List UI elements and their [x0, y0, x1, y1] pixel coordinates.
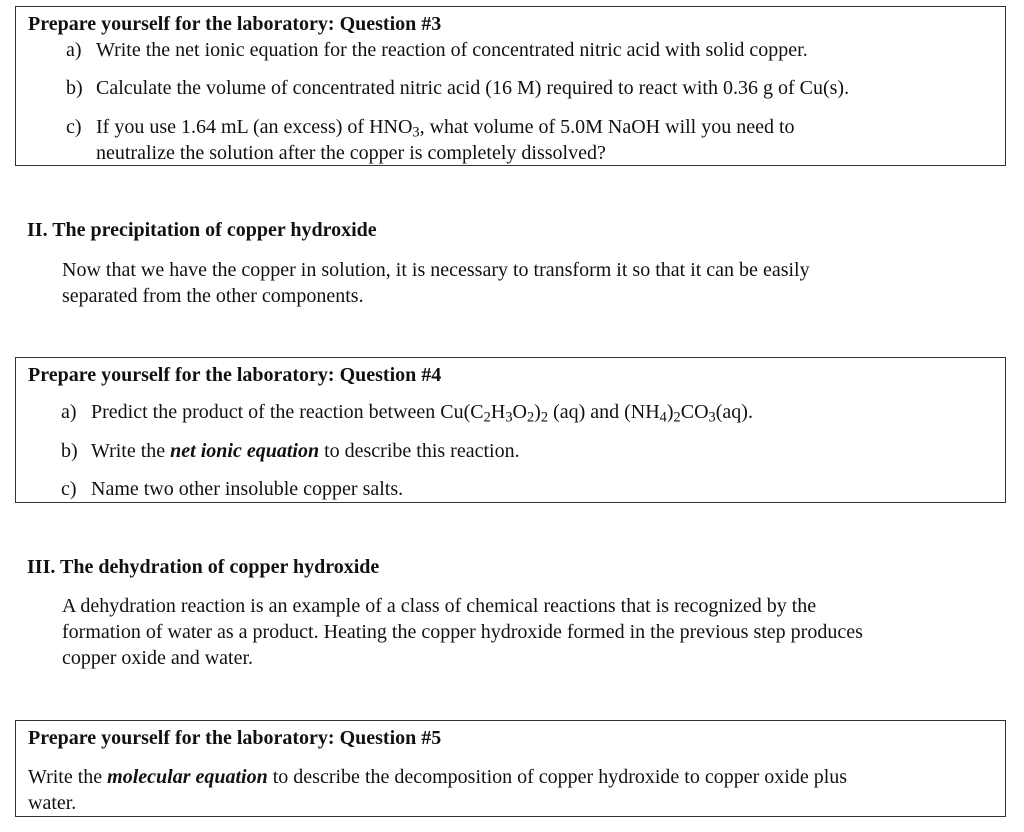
question-4-title: Prepare yourself for the laboratory: Question #4 [28, 364, 442, 386]
item-text: Write the net ionic equation for the reaction of concentrated nitric acid with solid copper. [96, 39, 808, 61]
item-letter: a) [61, 401, 77, 423]
item-text: Predict the product of the reaction between $Cu(C_2H_3O_2)_2$ (aq) and $(NH_4)_2CO_3(aq)$. [91, 401, 753, 426]
emphasis: net ionic equation [170, 440, 320, 462]
question-5-text: Write the molecular equation to describe the decomposition of copper hydroxide to copper oxide plus water. [28, 766, 848, 814]
question-3-title: Prepare yourself for the laboratory: Question #3 [28, 13, 442, 35]
item-letter: b) [61, 440, 78, 462]
section-3-heading: III. The dehydration of copper hydroxide [27, 556, 380, 578]
section-2-paragraph: Now that we have the copper in solution, it is necessary to transform it so that it can be easily separated from the other components. [62, 259, 810, 307]
item-text: If you use 1.64 mL (an excess) of $HNO_3$, what volume of 5.0M NaOH will you need to [96, 116, 795, 141]
question-4-box [15, 357, 1006, 503]
item-letter: c) [66, 116, 82, 138]
section-3-paragraph: A dehydration reaction is an example of a class of chemical reactions that is recognized by the formation of water as a product. Heating the copper hydroxide formed in the previous step produces copper oxide and water. [62, 595, 863, 669]
question-3-box [15, 6, 1006, 166]
emphasis: molecular equation [107, 766, 268, 788]
item-text: Write the net ionic equation to describe this reaction. [91, 440, 520, 462]
item-letter: b) [66, 77, 83, 99]
section-2-heading: II. The precipitation of copper hydroxide [27, 219, 377, 241]
question-5-box [15, 720, 1006, 817]
item-text-line2: neutralize the solution after the copper is completely dissolved? [96, 142, 606, 164]
item-text: Calculate the volume of concentrated nitric acid (16 M) required to react with 0.36 g of Cu(s). [96, 77, 850, 99]
item-text: Name two other insoluble copper salts. [91, 478, 404, 500]
item-letter: a) [66, 39, 82, 61]
question-5-title: Prepare yourself for the laboratory: Question #5 [28, 727, 442, 749]
item-letter: c) [61, 478, 77, 500]
